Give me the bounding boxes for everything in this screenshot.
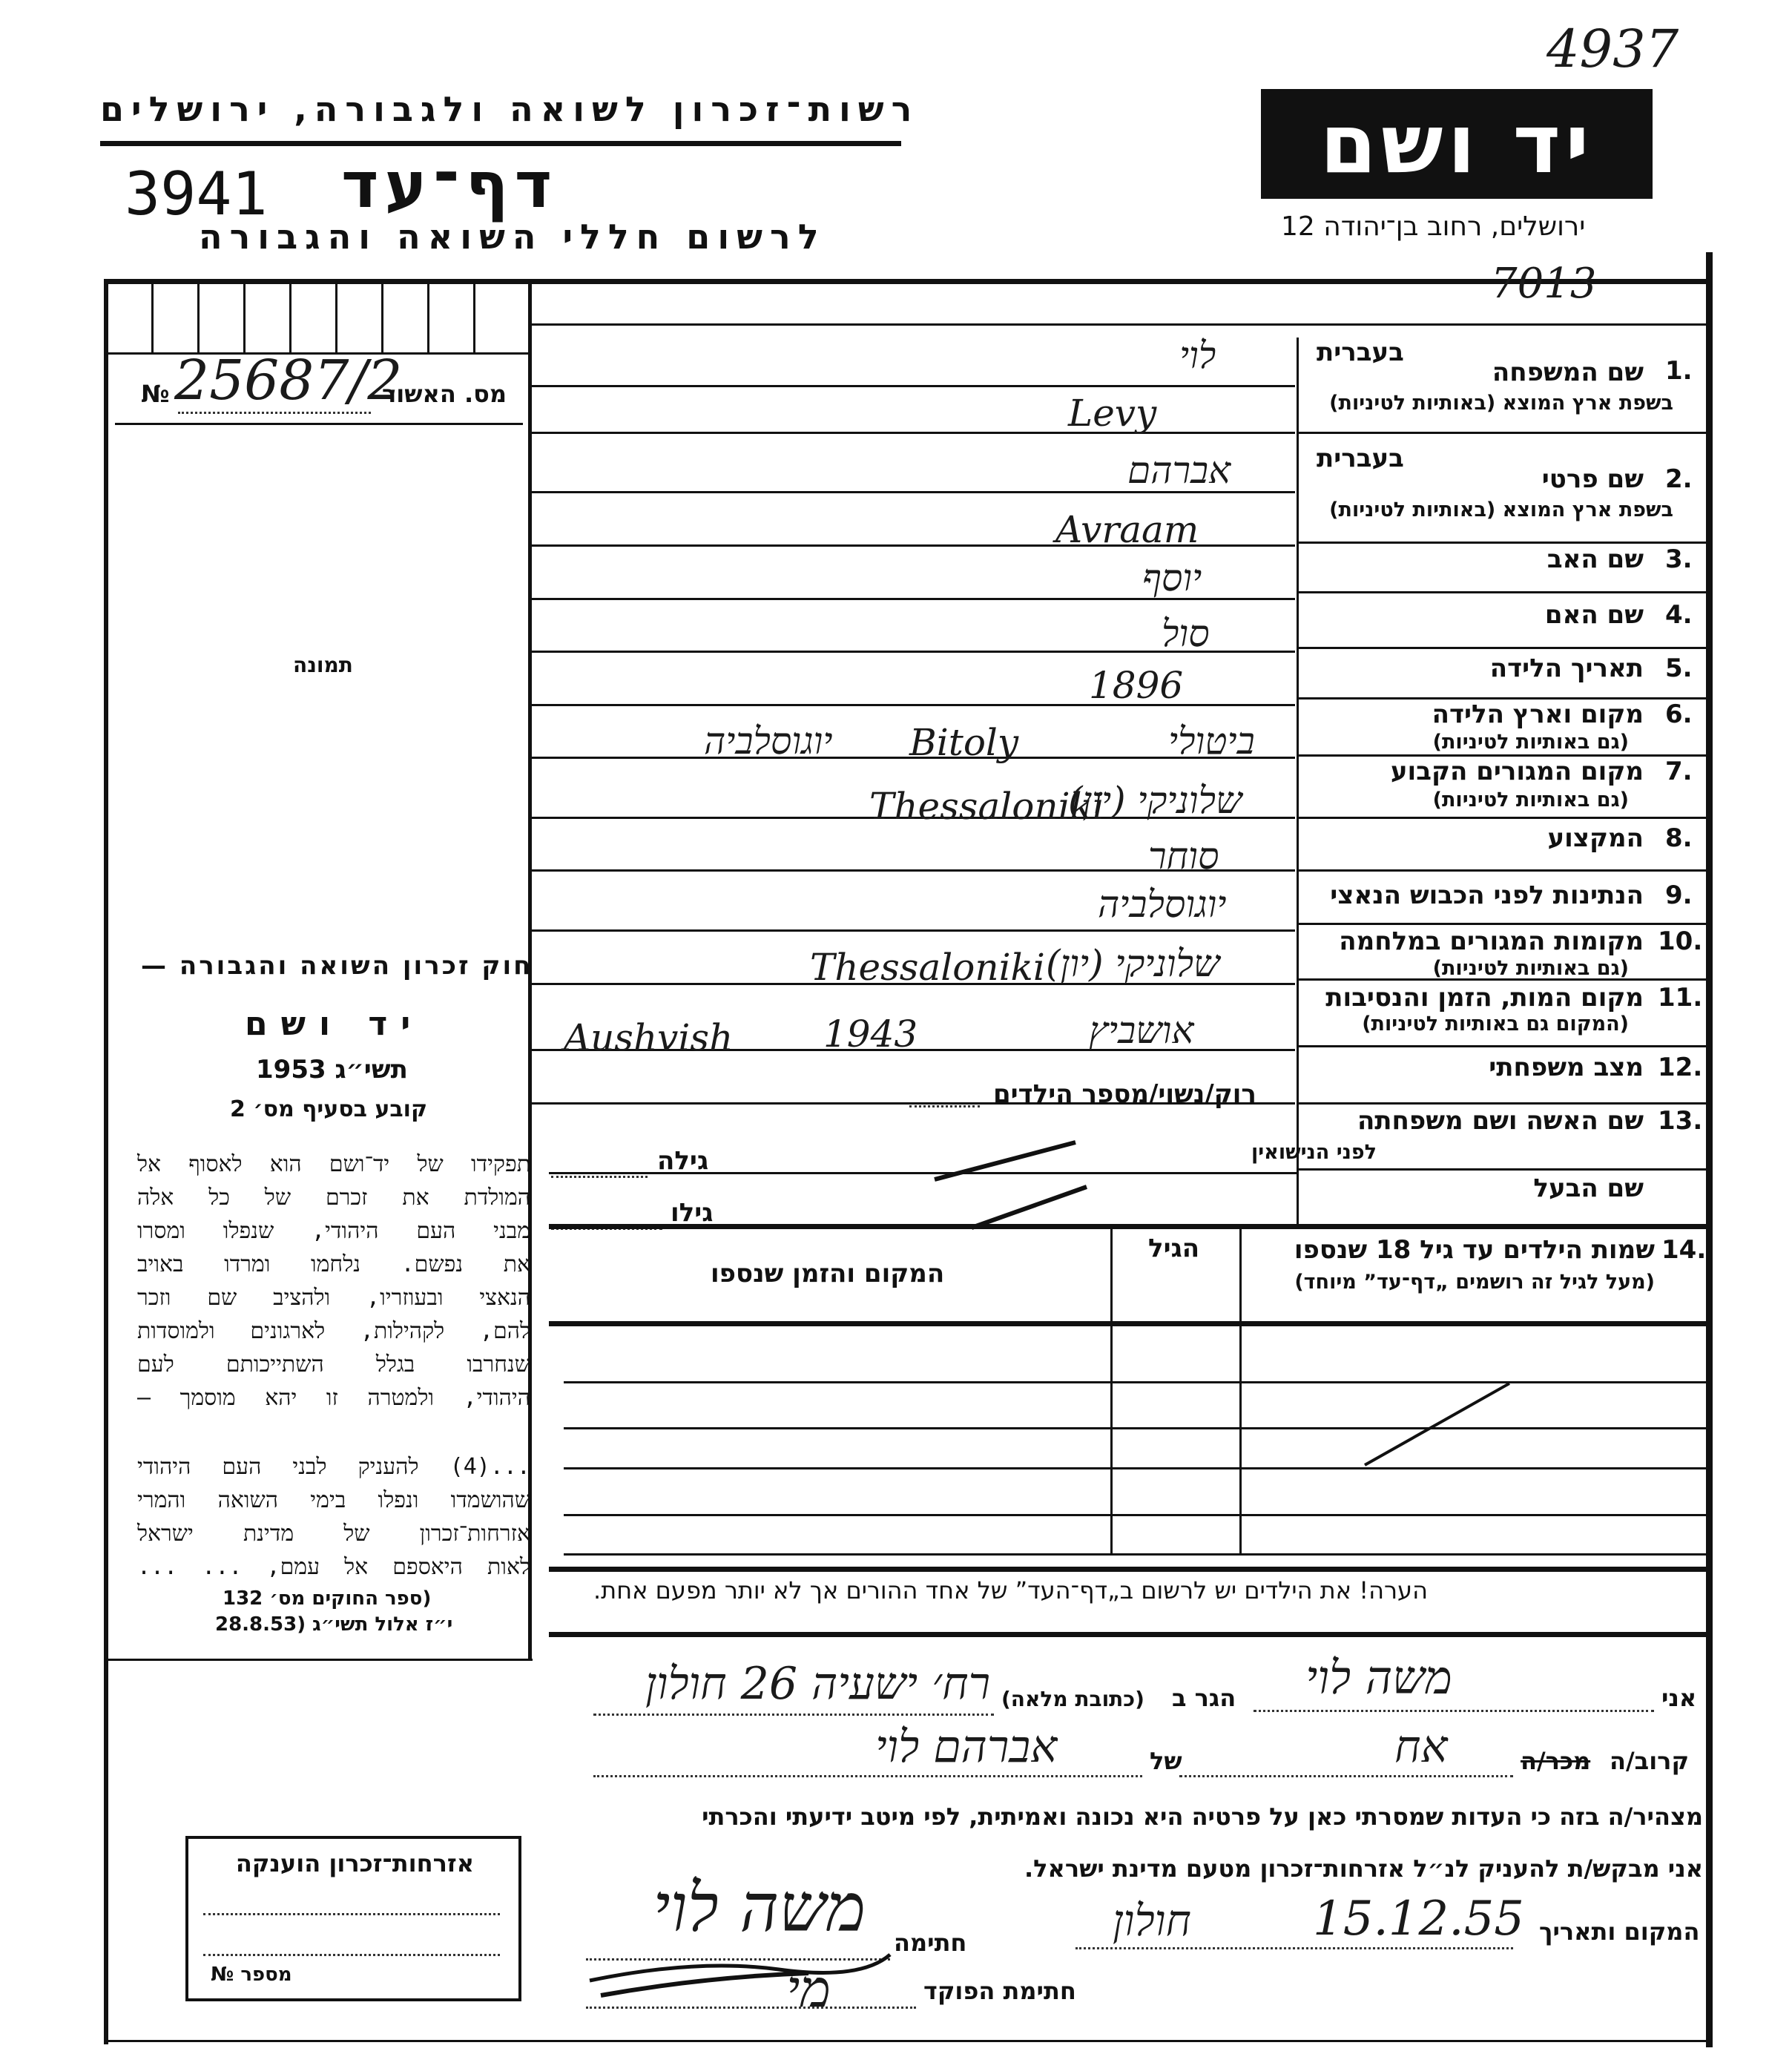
field-number: 7. xyxy=(1665,757,1693,786)
value-family-name-latin: Levy xyxy=(1068,392,1157,435)
acquaintance-label: מכר/ה xyxy=(1521,1747,1591,1775)
value-birthplace-latin: Bitoly xyxy=(909,721,1019,764)
value-death-place-latin: Aushvish xyxy=(564,1016,734,1059)
law-year: תשי״ג 1953 xyxy=(256,1055,408,1084)
strike-mark xyxy=(927,1135,1105,1231)
relation-value: אח xyxy=(1394,1721,1448,1773)
field-number: 13. xyxy=(1658,1106,1703,1136)
divider xyxy=(106,1659,533,1661)
field-number: 5. xyxy=(1665,654,1693,683)
value-residence-hebrew: שלוניקי (יון) xyxy=(1068,779,1242,822)
field-label-wartime-residence: מקומות המגורים במלחמה xyxy=(1339,926,1644,956)
citizenship-title: אזרחות־זכרון הוענקה xyxy=(235,1849,474,1877)
law-text-line: הנאצי ובעוזריו, ולהציב שם וזכר xyxy=(137,1285,530,1311)
citizenship-number-label: מספר № xyxy=(211,1964,292,1986)
husband-age-label: גילו xyxy=(671,1198,714,1228)
field-number: 10. xyxy=(1658,926,1703,956)
children-subtitle: (מעל לגיל זה רושמים „דף־עד” מיוחד) xyxy=(1294,1271,1655,1294)
box-tick xyxy=(381,282,383,352)
value-death-year: 1943 xyxy=(823,1013,918,1056)
box-tick xyxy=(473,282,475,352)
signature-label: חתימה xyxy=(894,1929,967,1957)
field-label-profession: המקצוע xyxy=(1547,823,1644,853)
field-number: 11. xyxy=(1658,983,1703,1013)
column-border xyxy=(1239,1228,1242,1554)
marital-status-label: רוק/נשוי/מספר הילדים xyxy=(993,1079,1256,1109)
archive-number: 4937 xyxy=(1546,19,1679,79)
approval-no-sign: № xyxy=(141,380,170,408)
divider xyxy=(1298,817,1706,819)
value-residence-latin: Thessaloniki xyxy=(869,785,1104,828)
value-family-name-hebrew: לוי xyxy=(1179,334,1216,377)
table-row-line xyxy=(564,1381,1710,1383)
handwritten-code: 7013 xyxy=(1491,260,1597,308)
place-date-dots xyxy=(1075,1947,1513,1949)
box-tick xyxy=(197,282,200,352)
officer-signature-label: חתימת הפוקד xyxy=(923,1977,1076,2005)
law-text-line: לאות היאספם אל עמם, ... ... xyxy=(137,1554,530,1580)
field-sublabel: לפני הנישואין xyxy=(1251,1141,1377,1164)
field-sublabel: (המקום גם באותיות לטיניות) xyxy=(1362,1013,1629,1036)
law-text-line: להם, לקהילות, לארגונים ולמוסדות xyxy=(137,1318,530,1344)
divider xyxy=(549,1632,1710,1637)
law-text-line: שנחרבו בגלל השתייכותם לעם xyxy=(137,1352,530,1377)
frame-top xyxy=(106,279,1712,284)
field-label-father: שם האב xyxy=(1546,544,1644,574)
citizenship-box xyxy=(185,1836,521,2001)
divider xyxy=(115,423,523,425)
signature[interactable]: משה לוי xyxy=(653,1869,866,1947)
field-label-husband: שם הבעל xyxy=(1533,1174,1644,1203)
field-sublabel: (גם באותיות לטיניות) xyxy=(1432,957,1629,980)
divider xyxy=(100,141,901,146)
field-number: 1. xyxy=(1665,356,1693,386)
table-row-line xyxy=(564,1553,1710,1556)
value-profession: סוחר xyxy=(1148,835,1219,878)
form-title: דף־עד xyxy=(341,148,559,223)
law-text-line: שהושמדו ונפלו בימי השואה והמרי xyxy=(137,1487,530,1513)
organization-line: רשות־זכרון לשואה ולגבורה, ירושלים xyxy=(100,89,920,129)
law-title: חוק זכרון השואה והגבורה — xyxy=(141,951,533,981)
law-clause: קובע בסעיף מס׳ 2 xyxy=(230,1096,428,1122)
address: ירושלים, רחוב בן־יהודה 12 xyxy=(1281,211,1586,242)
law-text-line: אזרחות־זכרון של מדינת ישראל xyxy=(137,1521,530,1547)
field-sublabel: בשפת ארץ המוצא (באותיות לטיניות) xyxy=(1329,392,1673,415)
field-number: 4. xyxy=(1665,600,1693,630)
yad-vashem-logo: יד ושם xyxy=(1261,89,1653,199)
divider xyxy=(1298,869,1706,872)
signature-flourish xyxy=(586,1951,897,2003)
date-value: 15.12.55 xyxy=(1313,1892,1524,1946)
divider xyxy=(1298,432,1706,434)
law-text-line: תפקידו של יד־ושם הוא לאסוף אל xyxy=(137,1151,530,1177)
field-number: 8. xyxy=(1665,823,1693,853)
law-text-line: היהודי, ולמטרה זו יהא מוסמך — xyxy=(137,1385,530,1411)
statement: מצהיר/ה בזה כי העדות שמסרתי כאן על פרטיה היא נכונה ואמיתית, לפי מיטב ידיעתי והכרתי xyxy=(702,1803,1703,1831)
strike-mark xyxy=(1357,1376,1521,1472)
name-dots xyxy=(1254,1710,1654,1712)
value-line xyxy=(531,929,1295,932)
wife-age-label: גילה xyxy=(657,1146,709,1176)
field-label-residence: מקום המגורים הקבוע xyxy=(1390,757,1644,786)
box-tick xyxy=(427,282,429,352)
value-birth-date: 1896 xyxy=(1089,664,1184,707)
field-number: 9. xyxy=(1665,880,1693,910)
officer-dots xyxy=(586,2007,916,2009)
hebrew-tag: בעברית xyxy=(1317,338,1404,367)
residing-label: הגר ב xyxy=(1172,1684,1236,1712)
field-number: 6. xyxy=(1665,700,1693,729)
field-number: 2. xyxy=(1665,464,1693,494)
table-row-line xyxy=(564,1467,1710,1469)
box-tick xyxy=(151,282,154,352)
value-line xyxy=(531,432,1295,434)
label-column-border xyxy=(1297,338,1299,1224)
value-wartime-residence-hebrew: שלוניקי (יון) xyxy=(1046,942,1220,985)
officer-signature[interactable]: מי xyxy=(786,1958,831,2019)
divider xyxy=(1298,1168,1706,1171)
column-border xyxy=(1110,1228,1113,1554)
law-text-line: המולדת את זכרם של כל אלה xyxy=(137,1185,530,1211)
law-text-line: את נפשם. נלחמו ומרדו באויב xyxy=(137,1251,530,1277)
box-tick xyxy=(243,282,246,352)
divider xyxy=(1298,542,1706,544)
divider xyxy=(1298,647,1706,649)
field-label-wife: שם האשה ושם משפחתה xyxy=(1357,1106,1644,1136)
photo-label: תמונה xyxy=(293,653,353,677)
children-title: שמות הילדים עד גיל 18 שנספו xyxy=(1294,1235,1655,1265)
section-divider xyxy=(549,1224,1710,1229)
field-label-mother: שם האם xyxy=(1544,600,1644,630)
field-sublabel: (גם באותיות לטיניות) xyxy=(1432,731,1629,754)
divider xyxy=(531,323,1707,326)
of-label: של xyxy=(1150,1747,1182,1775)
frame-right xyxy=(1706,252,1713,2047)
frame-bottom xyxy=(106,2040,1712,2042)
field-sublabel: בשפת ארץ המוצא (באותיות לטיניות) xyxy=(1329,498,1673,521)
hebrew-tag: בעברית xyxy=(1317,444,1404,473)
divider xyxy=(1298,978,1706,981)
field-label-family-name: שם המשפחה xyxy=(1492,358,1644,387)
value-father: יוסף xyxy=(1142,556,1202,599)
value-birthplace-hebrew: ביטולי xyxy=(1168,720,1255,763)
law-source: (ספר החוקים מס׳ 132 xyxy=(223,1587,432,1610)
request: אני מבקש/ת להעניק לנ״ל אזרחות־זכרון מטעם מדינת ישראל. xyxy=(1024,1854,1703,1883)
divider xyxy=(1298,923,1706,925)
value-line xyxy=(531,385,1295,387)
address-value: רח׳ ישעיה 26 חולון xyxy=(645,1658,991,1710)
of-value: אברהם לוי xyxy=(875,1721,1058,1773)
field-label-marital-status: מצב משפחתי xyxy=(1489,1053,1644,1082)
value-first-name-hebrew: אברהם xyxy=(1127,449,1231,492)
place-value: חולון xyxy=(1113,1895,1191,1946)
field-label-first-name: שם פרטי xyxy=(1541,464,1644,494)
table-row-line xyxy=(564,1427,1710,1429)
field-number: 14. xyxy=(1661,1235,1707,1265)
of-dots xyxy=(593,1775,1142,1777)
wife-age-dots xyxy=(551,1176,648,1178)
field-label-death: מקום המות, הזמן והנסיבות xyxy=(1325,983,1644,1013)
law-text-line: ...(4) להעניק לבני העם היהודי xyxy=(137,1454,530,1480)
value-death-place-hebrew: אושביץ xyxy=(1089,1009,1194,1052)
citizenship-dots xyxy=(203,1954,500,1956)
value-first-name-latin: Avraam xyxy=(1055,508,1199,551)
i-label: אני xyxy=(1661,1684,1697,1712)
relation-dots xyxy=(1179,1775,1513,1777)
form-serial-number: 3941 xyxy=(125,159,268,228)
box-tick xyxy=(335,282,337,352)
divider xyxy=(549,1567,1710,1572)
value-birth-country: יוגוסלביה xyxy=(704,720,833,763)
field-label-nationality: הנתינות לפני הכבוש הנאצי xyxy=(1330,880,1644,910)
note: הערה! את הילדים יש לרשום ב„דף־העד” של אחד ההורים אך לא יותר מפעם אחת. xyxy=(593,1576,1428,1604)
law-logo: יד ושם xyxy=(245,1005,424,1043)
form-subtitle: לרשום חללי השואה והגבורה xyxy=(199,217,826,257)
law-text-line: מבני העם היהודי, שנפלו ומסרו xyxy=(137,1218,530,1244)
address-dots xyxy=(593,1714,994,1716)
value-wartime-residence-latin: Thessaloniki xyxy=(810,946,1045,989)
divider xyxy=(1298,1045,1706,1047)
full-address-label: (כתובת מלאה) xyxy=(1001,1687,1144,1711)
field-number: 12. xyxy=(1658,1053,1703,1082)
field-sublabel: (גם באותיות לטיניות) xyxy=(1432,789,1629,812)
approval-label: מס. האשור xyxy=(382,380,507,408)
field-number: 3. xyxy=(1665,544,1693,574)
approval-number: 25687/2 xyxy=(174,349,403,412)
field-label-birthplace: מקום וארץ הלידה xyxy=(1432,700,1644,729)
table-header-divider xyxy=(549,1321,1710,1326)
divider xyxy=(1298,1102,1706,1105)
field-label-birth-date: תאריך הלידה xyxy=(1489,654,1644,683)
box-tick xyxy=(289,282,291,352)
frame-left xyxy=(104,279,108,2044)
declarant-name: משה לוי xyxy=(1305,1650,1452,1705)
place-header: המקום והזמן שנספו xyxy=(711,1259,945,1288)
value-mother: סול xyxy=(1162,612,1210,655)
relative-label: קרוב/ה xyxy=(1610,1747,1689,1775)
table-row-line xyxy=(564,1514,1710,1516)
law-source-date: י״ז אלול תשי״ג (28.8.53 xyxy=(215,1613,453,1636)
citizenship-dots xyxy=(203,1913,500,1915)
place-date-label: המקום ותאריך xyxy=(1539,1918,1700,1946)
value-nationality: יוגוסלביה xyxy=(1098,883,1227,926)
divider xyxy=(1298,591,1706,593)
age-header: הגיל xyxy=(1148,1234,1200,1263)
children-count-dots xyxy=(909,1105,980,1107)
